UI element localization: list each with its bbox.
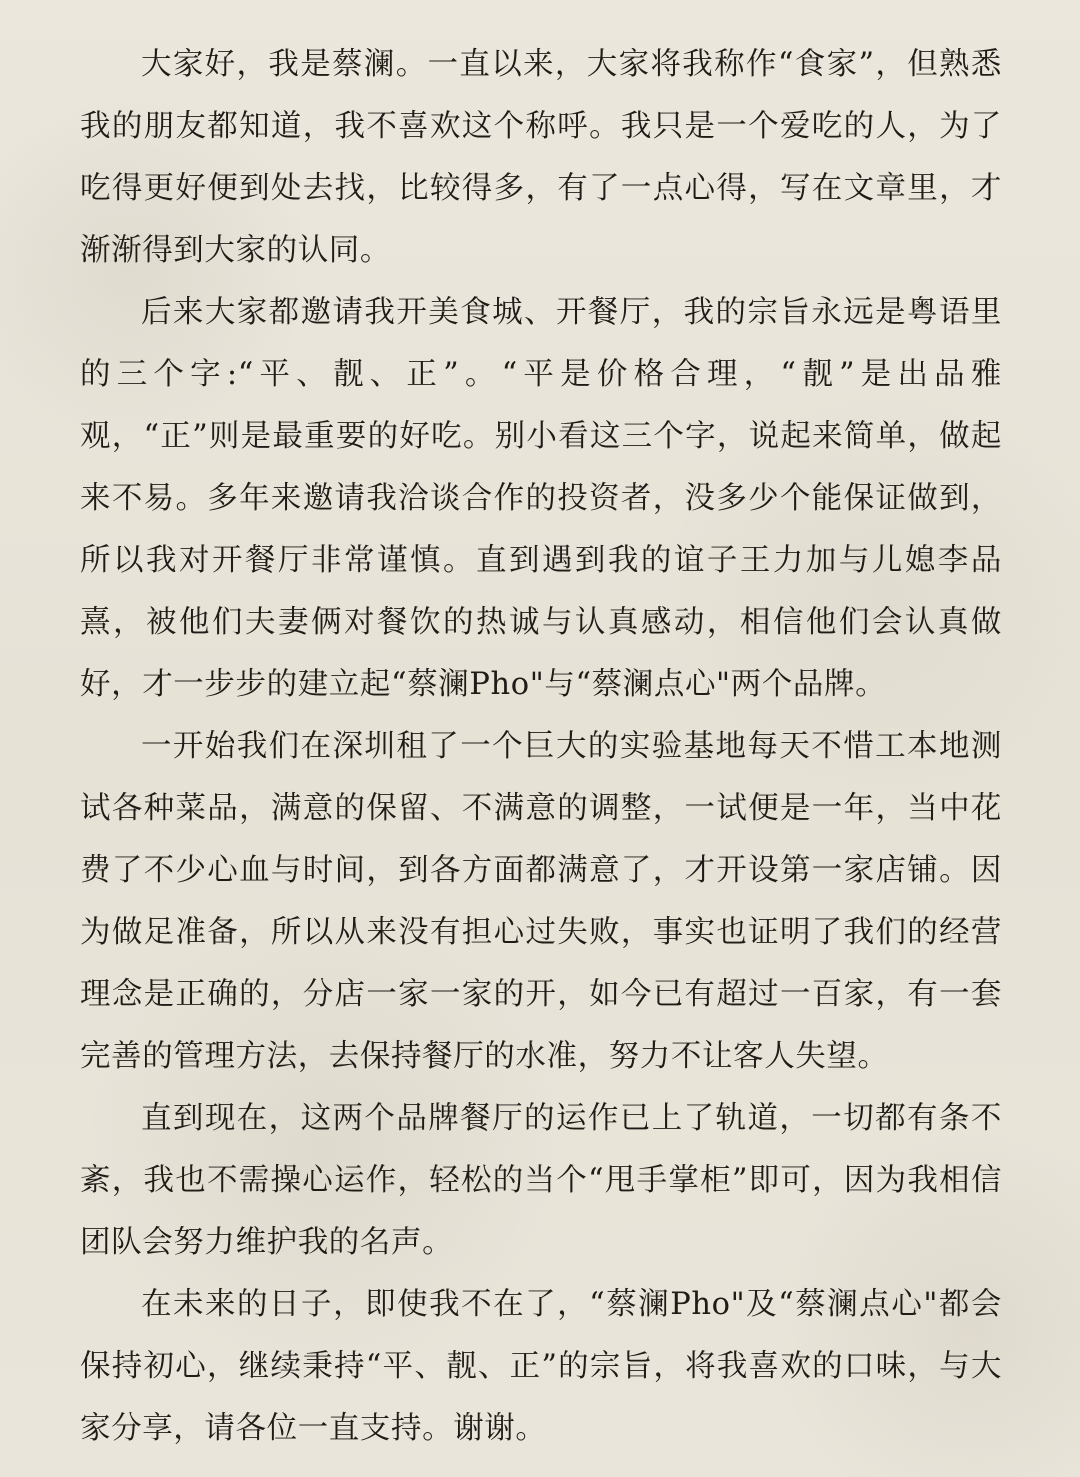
article-body	[80, 34, 1002, 1460]
paragraph-current: 直到现在，这两个品牌餐厅的运作已上了轨道，一切都有条不紊，我也不需操心运作，轻松的当个“甩手掌柜”即可，因为我相信团队会努力维护我的名声。	[80, 1101, 1002, 1260]
paragraph-future: 在未来的日子，即使我不在了，“蔡澜Pho"及“蔡澜点心"都会保持初心，继续秉持“平、靓、正”的宗旨，将我喜欢的口味，与大家分享，请各位一直支持。谢谢。	[80, 1287, 1002, 1446]
paragraph-test-kitchen: 一开始我们在深圳租了一个巨大的实验基地每天不惜工本地测试各种菜品，满意的保留、不满意的调整，一试便是一年，当中花费了不少心血与时间，到各方面都满意了，才开设第一家店铺。因为做足准备，所以从来没有担心过失败，事实也证明了我们的经营理念是正确的，分店一家一家的开，如今已有超过一百家，有一套完善的管理方法，去保持餐厅的水准，努力不让客人失望。	[80, 729, 1002, 1074]
paragraph-intro: 大家好，我是蔡澜。一直以来，大家将我称作“食家”，但熟悉我的朋友都知道，我不喜欢这个称呼。我只是一个爱吃的人，为了吃得更好便到处去找，比较得多，有了一点心得，写在文章里，才渐渐得到大家的认同。	[80, 47, 1002, 268]
paragraph-restaurants: 后来大家都邀请我开美食城、开餐厅，我的宗旨永远是粤语里的三个字:“平、靓、正”。“平是价格合理，“靓”是出品雅观，“正”则是最重要的好吃。别小看这三个字，说起来简单，做起来不易。多年来邀请我洽谈合作的投资者，没多少个能保证做到，所以我对开餐厅非常谨慎。直到遇到我的谊子王力加与儿媳李品熹，被他们夫妻俩对餐饮的热诚与认真感动，相信他们会认真做好，才一步步的建立起“蔡澜Pho"与“蔡澜点心"两个品牌。	[80, 295, 1002, 702]
